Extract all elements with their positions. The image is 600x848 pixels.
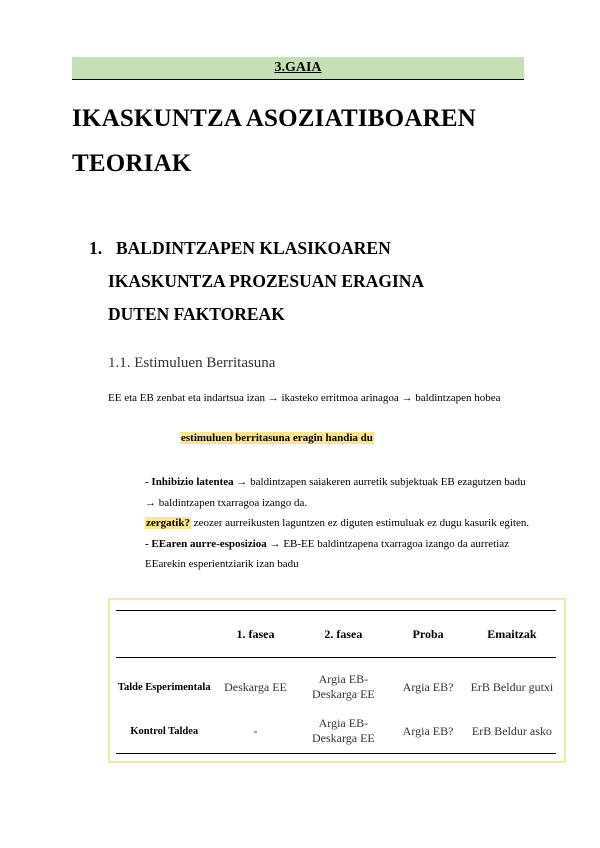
table-row	[116, 658, 556, 710]
table-cell: Kontrol Taldea	[116, 709, 212, 754]
table-cell: ErB Beldur gutxi	[470, 679, 554, 694]
table-cell: Argia EB- Deskarga EE	[298, 709, 388, 754]
results-table-box	[108, 598, 566, 763]
table-cell: ErB Beldur asko	[468, 709, 556, 754]
text-zergatik: zeozer aurreikusten laguntzen ez diguten estimuluak ez dugu kasurik egiten.	[190, 517, 530, 529]
table-header-cell: Emaitzak	[468, 611, 556, 658]
intro-paragraph: EE eta EB zenbat eta indartsua izan → ikasteko erritmoa arinagoa → baldintzapen hobea	[108, 392, 501, 404]
table-cell: -	[212, 709, 298, 754]
section-title-line-3: DUTEN FAKTOREAK	[108, 304, 285, 324]
title-line-2: TEORIAK	[72, 150, 192, 177]
section-title-line-1: BALDINTZAPEN KLASIKOAREN	[116, 238, 391, 258]
chapter-band	[72, 57, 524, 80]
bullet-list	[145, 472, 535, 575]
table-cell: Talde Esperimentala	[117, 681, 211, 693]
highlight-line	[180, 430, 374, 446]
highlighted-text: estimuluen berritasuna eragin handia du	[181, 432, 373, 444]
table-header-cell: 1. fasea	[212, 611, 298, 658]
table-cell: Argia EB- Deskarga EE	[311, 672, 375, 701]
table-header-cell	[116, 611, 212, 658]
section-title-line-2: IKASKUNTZA PROZESUAN ERAGINA	[108, 271, 425, 291]
page-title	[72, 96, 542, 186]
table-header-cell: 2. fasea	[298, 611, 388, 658]
table-header-row	[116, 611, 556, 658]
subsection-title: 1.1. Estimuluen Berritasuna	[108, 355, 276, 371]
section-title	[108, 232, 528, 331]
section-number: 1.	[89, 238, 103, 258]
bullet-zergatik	[145, 513, 535, 534]
text-inhibizio: → baldintzapen saiakeren aurretik subjektuak EB ezagutzen badu → baldintzapen txarragoa izango da.	[145, 476, 526, 509]
table-row	[116, 709, 556, 754]
text-aurre-esposizioa: → EB-EE baldintzapena txarragoa izango da aurretiaz EEarekin esperientziarik izan badu	[145, 537, 510, 570]
term-aurre-esposizioa: - EEaren aurre-esposizioa	[145, 537, 267, 550]
table-cell: Argia EB?	[388, 709, 468, 754]
table-header-cell: Proba	[388, 611, 468, 658]
results-table	[116, 610, 556, 754]
term-inhibizio: - Inhibizio latentea	[145, 476, 234, 488]
table-cell: Deskarga EE	[224, 679, 287, 694]
bullet-inhibizio	[145, 472, 535, 513]
chapter-label: 3.GAIA	[274, 60, 322, 75]
bullet-aurre-esposizioa	[145, 534, 535, 575]
table-cell: Argia EB?	[402, 679, 454, 694]
term-zergatik: zergatik?	[146, 517, 190, 529]
title-line-1: IKASKUNTZA ASOZIATIBOAREN	[72, 105, 476, 132]
